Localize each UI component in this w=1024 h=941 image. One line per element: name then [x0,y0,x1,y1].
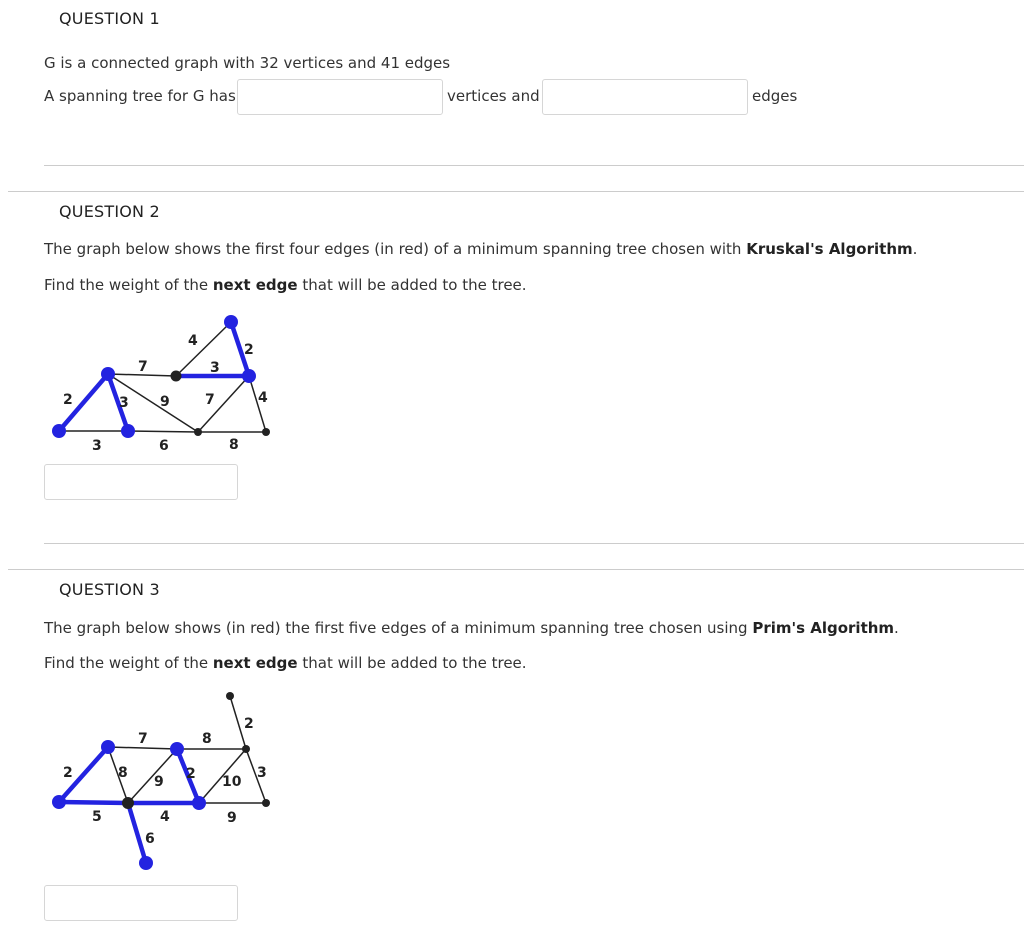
edge-weight-label: 6 [145,831,155,847]
question-2-line-1: The graph below shows the first four edges (in red) of a minimum spanning tree chosen with Kruskal's Algorithm. [44,240,918,258]
kruskal-algorithm-label: Kruskal's Algorithm [746,240,913,258]
question-1-prompt-end: edges [752,87,798,105]
vertices-answer-input[interactable] [237,79,443,115]
graph-edge [128,749,177,803]
edge-weight-label: 7 [138,731,148,747]
graph-vertex [262,428,270,436]
question-1-prompt-start: A spanning tree for G has [44,87,236,105]
edge-weight-label: 4 [258,390,268,406]
edge-weight-label: 7 [138,359,148,375]
question-2-answer-input[interactable] [44,464,238,500]
edge-weight-label: 9 [160,394,170,410]
graph-vertex [242,369,256,383]
edge-weight-label: 4 [160,809,170,825]
prim-algorithm-label: Prim's Algorithm [752,619,895,637]
edge-weight-label: 8 [202,731,212,747]
edge-weight-label: 8 [229,437,239,453]
question-1-statement: G is a connected graph with 32 vertices and 41 edges [44,54,451,72]
edge-weight-label: 2 [244,716,254,732]
graph-vertex [192,796,206,810]
edges-answer-input[interactable] [542,79,748,115]
question-3-line-2: Find the weight of the next edge that will be added to the tree. [44,654,527,672]
edge-weight-label: 2 [244,342,254,358]
graph-vertex [194,428,202,436]
prim-graph [0,680,300,870]
edge-weight-label: 7 [205,392,215,408]
tree-edge [59,802,128,803]
question-1-title: QUESTION 1 [59,9,160,28]
edge-weight-label: 5 [92,809,102,825]
edge-weight-label: 10 [222,774,242,790]
graph-edge [176,322,231,376]
question-3-answer-input[interactable] [44,885,238,921]
graph-edge [108,747,177,749]
graph-vertex [52,424,66,438]
question-1-divider [44,165,1024,166]
graph-vertex [170,742,184,756]
edge-weight-label: 3 [92,438,102,454]
edge-weight-label: 3 [119,395,129,411]
graph-vertex [262,799,270,807]
graph-vertex [101,367,115,381]
edge-weight-label: 8 [118,765,128,781]
graph-vertex [171,371,182,382]
kruskal-graph [0,300,300,470]
graph-vertex [226,692,234,700]
edge-weight-label: 6 [159,438,169,454]
question-separator-1 [8,191,1024,192]
edge-weight-label: 2 [63,765,73,781]
edge-weight-label: 2 [63,392,73,408]
graph-vertex [139,856,153,870]
question-3-title: QUESTION 3 [59,580,160,599]
edge-weight-label: 9 [227,810,237,826]
question-3-line-1: The graph below shows (in red) the first five edges of a minimum spanning tree chosen using Prim's Algorithm. [44,619,899,637]
graph-vertex [52,795,66,809]
edge-weight-label: 3 [210,360,220,376]
graph-vertex [242,745,250,753]
question-separator-2 [8,569,1024,570]
edge-weight-label: 3 [257,765,267,781]
graph-vertex [224,315,238,329]
graph-vertex [121,424,135,438]
edge-weight-label: 2 [186,766,196,782]
question-2-title: QUESTION 2 [59,202,160,221]
tree-edge [128,803,146,863]
graph-edge [128,431,198,432]
edge-weight-label: 4 [188,333,198,349]
edge-weight-label: 9 [154,774,164,790]
question-2-divider [44,543,1024,544]
graph-vertex [122,797,134,809]
graph-vertex [101,740,115,754]
question-2-line-2: Find the weight of the next edge that will be added to the tree. [44,276,527,294]
question-1-prompt-mid: vertices and [447,87,540,105]
